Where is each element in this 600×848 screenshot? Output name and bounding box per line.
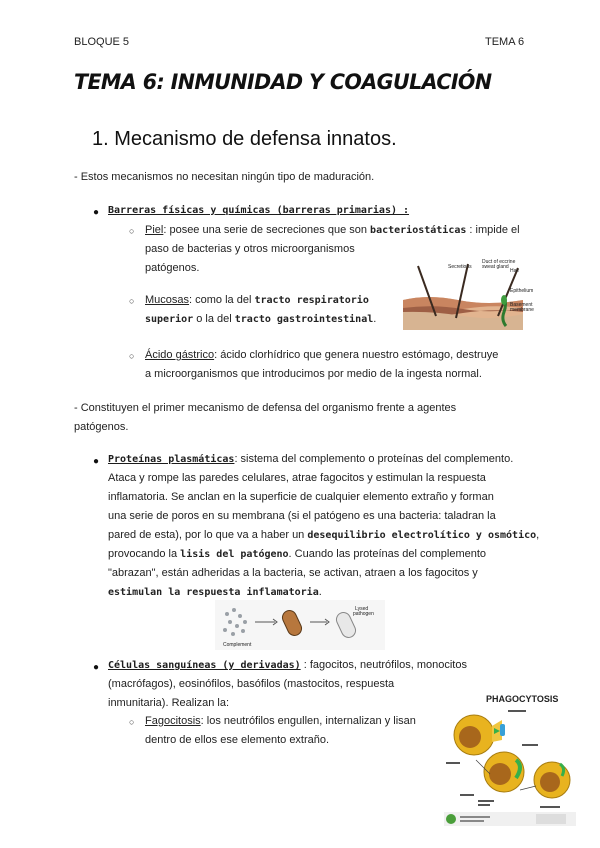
piel-line2: paso de bacterias y otros microorganismos (145, 243, 355, 255)
complement-label: Complement (223, 642, 252, 648)
basement-label2: membrane (510, 307, 534, 313)
piel-line3: patógenos. (145, 262, 200, 274)
header-left: BLOQUE 5 (74, 36, 130, 48)
page-title: TEMA 6: INMUNIDAD Y COAGULACIÓN (74, 70, 492, 94)
proteinas-line5: pared de esta), por lo que va a haber un desequilibrio electrolítico y osmótico, (108, 529, 540, 541)
skin-barrier-figure (398, 256, 534, 330)
header-right: TEMA 6 (485, 36, 525, 48)
section-title: Mecanismo de defensa innatos. (114, 128, 397, 150)
bullet-icon: ● (93, 207, 100, 218)
bullet-icon: ● (93, 662, 100, 673)
proteinas-line3: inflamatoria. Se anclan en la superficie de cualquier elemento extraño y forman (108, 491, 494, 503)
celulas-line3: inmunitaria). Realizan la: (108, 697, 230, 709)
fagocitosis-line1: Fagocitosis: los neutrófilos engullen, internalizan y lisan (145, 715, 416, 727)
constituyen-line2: patógenos. (74, 421, 129, 433)
complement-figure (215, 600, 385, 650)
acido-line1: Ácido gástrico: ácido clorhídrico que genera nuestro estómago, destruye (145, 349, 499, 361)
lysed-label: Lysed (355, 606, 369, 612)
proteinas-line4: una serie de poros en su membrana (si el patógeno es una bacteria: taladran la (108, 510, 496, 522)
circle-bullet-icon: ○ (129, 296, 135, 306)
celulas-line1: Células sanguíneas (y derivadas) : fagocitos, neutrófilos, monocitos (108, 659, 467, 671)
fagocitosis-line2: dentro de ellos ese elemento extraño. (145, 734, 330, 746)
secretions-label: Secretions (448, 264, 472, 270)
piel-line1: Piel: posee una serie de secreciones que son bacteriostáticas : impide el (145, 224, 520, 236)
hair-label: Hair (510, 268, 520, 274)
barreras-title: Barreras físicas y químicas (barreras primarias) : (108, 205, 410, 216)
bullet-icon: ● (93, 456, 100, 467)
section-number: 1. (92, 128, 109, 150)
circle-bullet-icon: ○ (129, 351, 135, 361)
circle-bullet-icon: ○ (129, 226, 135, 236)
celulas-line2: (macrófagos), eosinófilos, basófilos (mastocitos, respuesta (108, 678, 395, 690)
acido-line2: a microorganismos que introducimos por medio de la ingesta normal. (145, 368, 482, 380)
proteinas-line1: Proteínas plasmáticas: sistema del complemento o proteínas del complemento. (108, 453, 514, 465)
constituyen-line1: - Constituyen el primer mecanismo de defensa del organismo frente a agentes (74, 402, 457, 414)
duct-label2: sweat gland (482, 264, 509, 270)
proteinas-line7: "abrazan", están adheridas a la bacteria, se activan, atraen a los fagocitos y (108, 567, 478, 579)
phagocytosis-title: PHAGOCYTOSIS (486, 694, 559, 704)
circle-bullet-icon: ○ (129, 717, 135, 727)
proteinas-line2: Ataca y rompe las paredes celulares, atrae fagocitos y estimulan la respuesta (108, 472, 486, 484)
section-heading (92, 128, 397, 151)
proteinas-line8: estimulan la respuesta inflamatoria. (108, 586, 322, 598)
phagocytosis-figure (440, 690, 580, 828)
duct-label: Duct of eccrine (482, 259, 516, 265)
mucosas-line1: Mucosas: como la del tracto respiratorio (145, 294, 369, 306)
epithelium-label: Epithelium (510, 288, 534, 294)
lysed-label2: pathogen (353, 611, 374, 617)
mucosas-line2: superior o la del tracto gastrointestinal. (145, 313, 377, 325)
intro-text: - Estos mecanismos no necesitan ningún tipo de maduración. (74, 171, 375, 183)
basement-label: Basement (510, 302, 533, 308)
proteinas-line6: provocando la lisis del patógeno. Cuando las proteínas del complemento (108, 548, 487, 560)
